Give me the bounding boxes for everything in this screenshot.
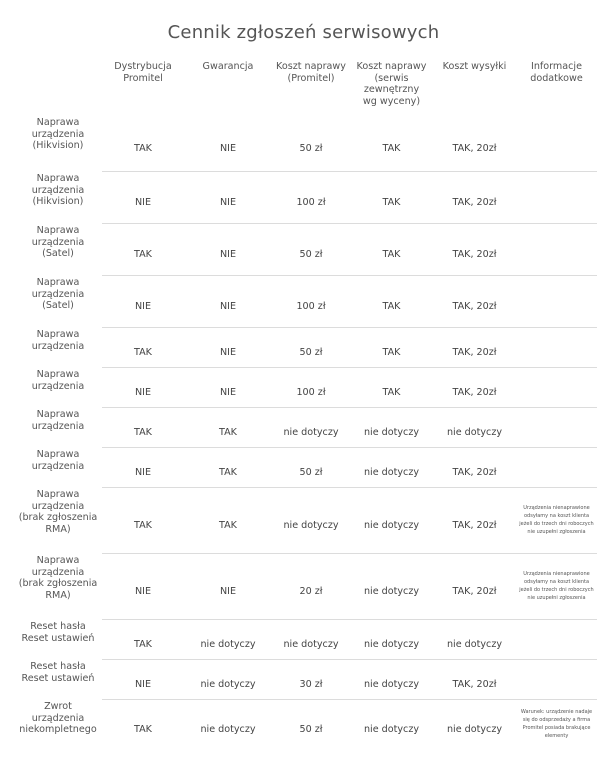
cell-koszt-promitel: 100 zł xyxy=(272,367,350,407)
cell-dystrybucja: NIE xyxy=(102,275,184,327)
cell-gwarancja: nie dotyczy xyxy=(184,659,272,699)
table-row xyxy=(14,115,597,171)
cell-informacje xyxy=(516,367,597,407)
cell-gwarancja: TAK xyxy=(184,447,272,487)
table-row xyxy=(14,407,597,447)
cell-informacje xyxy=(516,171,597,223)
cell-koszt-serwis: nie dotyczy xyxy=(350,659,433,699)
cell-koszt-promitel: nie dotyczy xyxy=(272,619,350,659)
cell-koszt-promitel: 50 zł xyxy=(299,724,323,736)
cell-koszt-wysylki: TAK, 20zł xyxy=(433,115,516,171)
table-row xyxy=(14,367,597,407)
cell-koszt-promitel: 50 zł xyxy=(272,115,350,171)
table-row xyxy=(14,275,597,327)
cell-gwarancja: NIE xyxy=(184,275,272,327)
header-row xyxy=(14,58,597,115)
cell-koszt-serwis: nie dotyczy xyxy=(350,407,433,447)
cell-koszt-wysylki: nie dotyczy xyxy=(433,619,516,659)
cell-koszt-wysylki: TAK, 20zł xyxy=(433,223,516,275)
cell-koszt-wysylki: nie dotyczy xyxy=(433,407,516,447)
header-corner xyxy=(14,58,102,115)
cell-gwarancja: NIE xyxy=(184,327,272,367)
cell-gwarancja: TAK xyxy=(184,487,272,553)
row-label: Naprawa urządzenia (Satel) xyxy=(31,225,85,260)
row-label: Reset hasła Reset ustawień xyxy=(21,661,95,684)
cell-koszt-serwis: nie dotyczy xyxy=(350,487,433,553)
cell-informacje xyxy=(516,115,597,171)
row-label: Naprawa urządzenia xyxy=(31,449,85,472)
cell-koszt-wysylki: TAK, 20zł xyxy=(433,659,516,699)
cell-koszt-promitel: 50 zł xyxy=(272,223,350,275)
page-title: Cennik zgłoszeń serwisowych xyxy=(167,22,440,43)
cell-koszt-serwis: TAK xyxy=(350,115,433,171)
row-label: Naprawa urządzenia xyxy=(31,329,85,352)
cell-gwarancja: nie dotyczy xyxy=(184,619,272,659)
row-label: Reset hasła Reset ustawień xyxy=(21,621,95,644)
row-label: Naprawa urządzenia xyxy=(31,409,85,432)
table-row xyxy=(14,487,597,553)
cell-koszt-serwis: TAK xyxy=(350,327,433,367)
cell-koszt-wysylki: nie dotyczy xyxy=(446,724,503,736)
cell-koszt-serwis: TAK xyxy=(350,223,433,275)
cell-gwarancja: nie dotyczy xyxy=(200,724,256,736)
cell-dystrybucja: NIE xyxy=(102,367,184,407)
cell-dystrybucja: TAK xyxy=(102,487,184,553)
row-label: Naprawa urządzenia (brak zgłoszenia RMA) xyxy=(18,489,98,536)
cell-koszt-promitel: 100 zł xyxy=(272,171,350,223)
table-row xyxy=(14,327,597,367)
header-gwarancja: Gwarancja xyxy=(202,61,254,72)
cell-dystrybucja: TAK xyxy=(102,619,184,659)
pricing-table xyxy=(14,58,597,749)
cell-koszt-serwis: TAK xyxy=(350,367,433,407)
cell-gwarancja: NIE xyxy=(184,115,272,171)
cell-dystrybucja: NIE xyxy=(102,447,184,487)
cell-koszt-serwis: TAK xyxy=(350,171,433,223)
cell-koszt-promitel: 50 zł xyxy=(272,447,350,487)
row-label: Zwrot urządzenia niekompletnego xyxy=(19,701,97,736)
cell-dystrybucja: TAK xyxy=(102,327,184,367)
cell-informacje xyxy=(516,223,597,275)
cell-informacje: Urządzenia nienaprawione odsyłamy na koszt klienta jeżeli do trzech dni roboczych nie uzupełni zgłoszenia xyxy=(516,553,597,619)
cell-koszt-wysylki: TAK, 20zł xyxy=(433,367,516,407)
table-row xyxy=(14,223,597,275)
cell-informacje xyxy=(516,619,597,659)
row-label: Naprawa urządzenia (brak zgłoszenia RMA) xyxy=(18,555,98,602)
cell-koszt-serwis: nie dotyczy xyxy=(350,447,433,487)
cell-koszt-wysylki: TAK, 20zł xyxy=(433,275,516,327)
cell-koszt-wysylki: TAK, 20zł xyxy=(433,327,516,367)
header-dystrybucja: Dystrybucja Promitel xyxy=(114,61,172,84)
cell-informacje: Warunek: urządzenie nadaje się do odsprzedaży a firma Promitel posiada brakujące elementy xyxy=(520,709,593,740)
cell-gwarancja: NIE xyxy=(184,171,272,223)
header-informacje: Informacje dodatkowe xyxy=(530,61,583,84)
cell-informacje: Urządzenia nienaprawione odsyłamy na koszt klienta jeżeli do trzech dni roboczych nie uzupełni zgłoszenia xyxy=(516,487,597,553)
cell-koszt-promitel: 100 zł xyxy=(272,275,350,327)
cell-koszt-serwis: nie dotyczy xyxy=(363,724,420,736)
cell-dystrybucja: TAK xyxy=(134,724,152,736)
table-row xyxy=(14,553,597,619)
table-row xyxy=(14,447,597,487)
header-koszt-naprawy-promitel: Koszt naprawy (Promitel) xyxy=(276,61,346,84)
cell-koszt-promitel: 30 zł xyxy=(272,659,350,699)
cell-koszt-promitel: nie dotyczy xyxy=(272,407,350,447)
table-row xyxy=(14,619,597,659)
row-label: Naprawa urządzenia (Hikvision) xyxy=(31,117,85,152)
cell-informacje xyxy=(516,275,597,327)
cell-dystrybucja: TAK xyxy=(102,115,184,171)
header-koszt-naprawy-serwis: Koszt naprawy (serwis zewnętrzny wg wyceny) xyxy=(356,61,427,108)
row-label: Naprawa urządzenia (Satel) xyxy=(31,277,85,312)
cell-koszt-serwis: nie dotyczy xyxy=(350,619,433,659)
cell-dystrybucja: TAK xyxy=(102,223,184,275)
cell-koszt-wysylki: TAK, 20zł xyxy=(433,171,516,223)
cell-koszt-promitel: 50 zł xyxy=(272,327,350,367)
cell-koszt-wysylki: TAK, 20zł xyxy=(433,553,516,619)
cell-koszt-serwis: TAK xyxy=(350,275,433,327)
cell-koszt-promitel: nie dotyczy xyxy=(272,487,350,553)
cell-dystrybucja: NIE xyxy=(102,553,184,619)
table-row xyxy=(14,699,597,749)
cell-informacje xyxy=(516,447,597,487)
table-row xyxy=(14,659,597,699)
cell-koszt-promitel: 20 zł xyxy=(272,553,350,619)
cell-gwarancja: TAK xyxy=(184,407,272,447)
cell-koszt-serwis: nie dotyczy xyxy=(350,553,433,619)
cell-koszt-wysylki: TAK, 20zł xyxy=(433,447,516,487)
cell-gwarancja: NIE xyxy=(184,223,272,275)
cell-koszt-wysylki: TAK, 20zł xyxy=(433,487,516,553)
cell-gwarancja: NIE xyxy=(184,367,272,407)
cell-informacje xyxy=(516,407,597,447)
row-label: Naprawa urządzenia xyxy=(31,369,85,392)
row-label: Naprawa urządzenia (Hikvision) xyxy=(31,173,85,208)
cell-dystrybucja: NIE xyxy=(102,171,184,223)
cell-informacje xyxy=(516,659,597,699)
cell-informacje xyxy=(516,327,597,367)
cell-dystrybucja: NIE xyxy=(102,659,184,699)
header-koszt-wysylki: Koszt wysyłki xyxy=(442,61,507,72)
cell-dystrybucja: TAK xyxy=(102,407,184,447)
table-row xyxy=(14,171,597,223)
cell-gwarancja: NIE xyxy=(184,553,272,619)
